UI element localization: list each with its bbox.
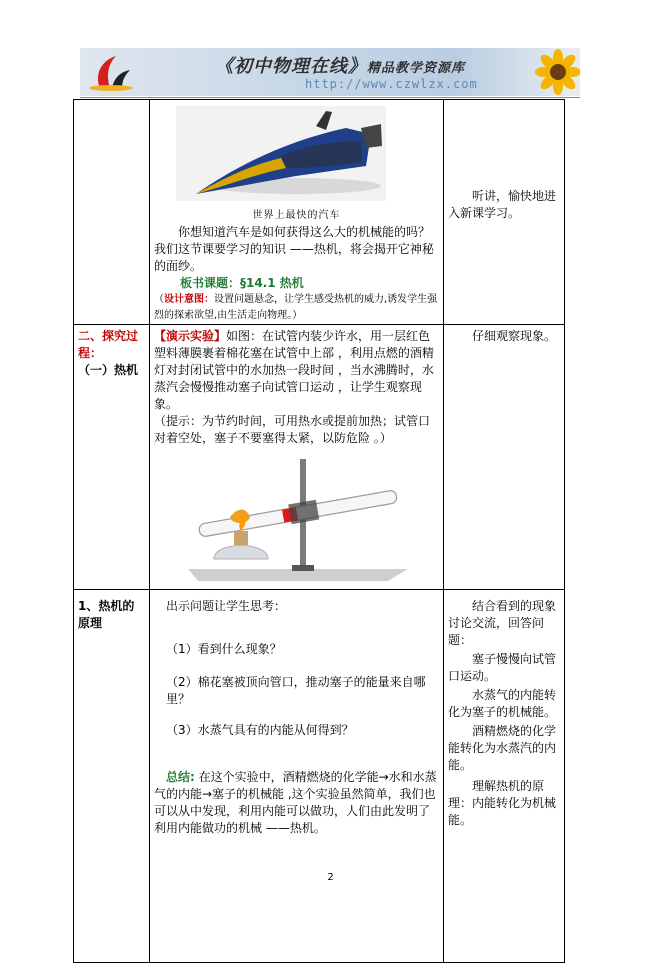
section-title: 二、探究过程： [78, 329, 139, 360]
summary-text: 在这个实验中，酒精燃烧的化学能→水和水蒸气的内能→塞子的机械能 ,这个实验虽然简单，我们也可以从中发现，利用内能可以做功，人们由此发明了利用内能做功的机械 ——热机。 [154, 770, 437, 835]
student-answer-2: 塞子慢慢向试管口运动。 [448, 652, 557, 683]
intro-text: 你想知道汽车是如何获得这么大的机械能的吗？我们这节课要学习的知识 ——热机，将会揭开它神秘的面纱。 [154, 225, 434, 273]
site-title: 《初中物理在线》精品教学资源库 [215, 56, 466, 77]
demo-paragraph [154, 328, 439, 413]
lesson-table [73, 99, 565, 963]
design-intent: （设计意图：设置问题悬念，让学生感受热机的威力,诱发学生强烈的探索欲望,由生活走向物理。） [154, 294, 438, 321]
principle-label: 1、热机的原理 [78, 599, 135, 630]
design-label: 设计意图： [164, 294, 214, 305]
experiment-diagram [188, 459, 408, 589]
student-answer-4: 酒精燃烧的化学能转化为水蒸汽的内能。 [448, 724, 557, 772]
row2-student-cell [444, 325, 565, 590]
student-answer-5: 理解热机的原理：内能转化为机械能。 [448, 779, 557, 827]
sub-title: （一）热机 [78, 363, 139, 377]
row1-label-cell [74, 100, 150, 325]
site-logo-icon [86, 52, 136, 92]
student-answer-3: 水蒸气的内能转化为塞子的机械能。 [448, 688, 557, 719]
row1-content-cell [150, 100, 444, 325]
table-row [74, 590, 565, 963]
table-row [74, 100, 565, 325]
table-row [74, 325, 565, 590]
student-answer-1: 结合看到的现象讨论交流，回答问题： [448, 599, 557, 647]
row2-content-cell [150, 325, 444, 590]
question-3: （3）水蒸气具有的内能从何得到？ [166, 723, 354, 737]
fastest-car-image [176, 106, 386, 201]
tip-text: （提示：为节约时间，可用热水或提前加热；试管口对着空处，塞子不要塞得太紧，以防危险 。） [154, 414, 431, 445]
row3-content-cell [150, 590, 444, 963]
demo-text: 如图：在试管内装少许水，用一层红色塑料薄膜裹着棉花塞在试管中上部 ，利用点燃的酒精灯对封闭试管中的水加热一段时间 ，当水沸腾时，水蒸汽会慢慢推动塞子向试管口运动 ，让学生观察现象。 [154, 329, 434, 411]
design-text: 设置问题悬念，让学生感受热机的威力,诱发学生强烈的探索欲望,由生活走向物理。 [154, 294, 438, 321]
summary-paragraph [154, 769, 439, 837]
page-number: 2 [327, 872, 334, 883]
question-1: （1）看到什么现象？ [166, 642, 282, 656]
sunflower-icon [526, 48, 580, 96]
header-rule [80, 97, 580, 98]
demo-label: 【演示实验】 [154, 329, 227, 343]
summary-label: 总结: [166, 770, 195, 784]
board-topic: 板书课题：§14.1 热机 [180, 276, 304, 290]
row2-label-cell [74, 325, 150, 590]
row3-label-cell [74, 590, 150, 963]
question-prompt: 出示问题让学生思考： [166, 599, 287, 613]
question-2: （2）棉花塞被顶向管口，推动塞子的能量来自哪里？ [166, 675, 426, 706]
row2-student-text: 仔细观察现象。 [472, 329, 557, 343]
site-url[interactable]: http://www.czwlzx.com [305, 77, 478, 91]
row1-student-text: 听讲，愉快地进入新课学习。 [448, 189, 557, 220]
header-banner [80, 48, 580, 96]
row3-student-cell [444, 590, 565, 963]
car-caption: 世界上最快的汽车 [252, 210, 341, 221]
row1-student-cell [444, 100, 565, 325]
